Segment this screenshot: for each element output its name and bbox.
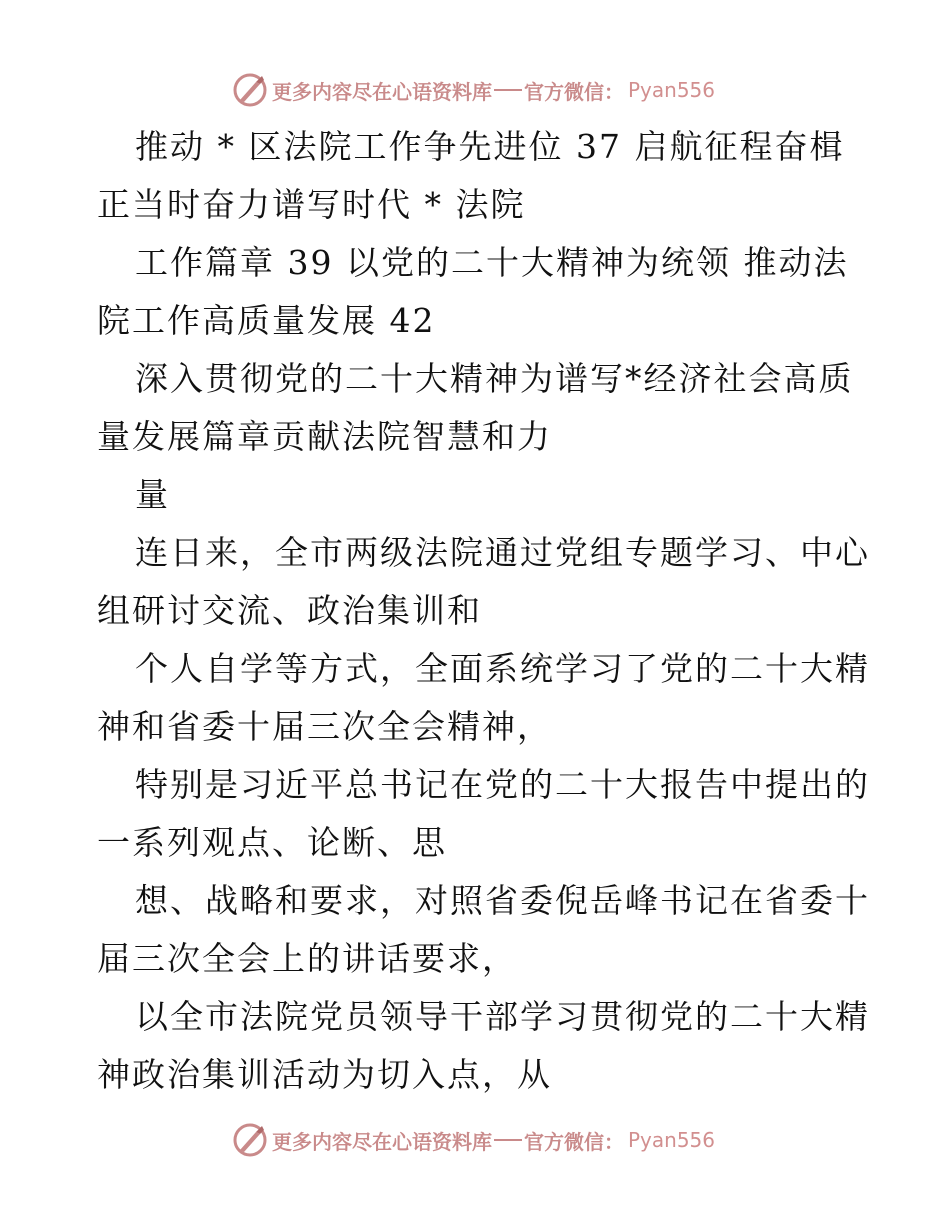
text-line: 想、战略和要求，对照省委倪岳峰书记在省委十 (135, 881, 870, 920)
text-line: 院工作高质量发展 42 (97, 301, 436, 340)
quill-logo-icon (232, 1122, 268, 1158)
text-line: 一系列观点、论断、思 (97, 823, 447, 862)
text-line: 以全市法院党员领导干部学习贯彻党的二十大精 (135, 997, 870, 1036)
watermark-handle: Pyan556 (628, 78, 716, 102)
watermark-dash (494, 1139, 522, 1141)
watermark-handle: Pyan556 (628, 1128, 716, 1152)
watermark-text: 更多内容尽在心语资料库 (272, 79, 492, 104)
text-line: 连日来，全市两级法院通过党组专题学习、中心 (135, 533, 870, 572)
text-line: 量 (135, 475, 170, 514)
watermark-dash (494, 89, 522, 91)
text-line: 特别是习近平总书记在党的二十大报告中提出的 (135, 765, 870, 804)
text-line: 组研讨交流、政治集训和 (97, 591, 482, 630)
text-line: 个人自学等方式，全面系统学习了党的二十大精 (135, 649, 870, 688)
quill-logo-icon (232, 72, 268, 108)
text-line: 工作篇章 39 以党的二十大精神为统领 推动法 (135, 243, 849, 282)
text-line: 量发展篇章贡献法院智慧和力 (97, 417, 552, 456)
watermark-text: 更多内容尽在心语资料库 (272, 1129, 492, 1154)
text-line: 推动 * 区法院工作争先进位 37 启航征程奋楫 (135, 127, 845, 166)
text-line: 届三次全会上的讲话要求， (97, 939, 517, 978)
text-line: 正当时奋力谱写时代 * 法院 (97, 185, 526, 224)
text-line: 神和省委十届三次全会精神， (97, 707, 552, 746)
header-watermark (232, 70, 715, 110)
text-line: 神政治集训活动为切入点，从 (97, 1055, 552, 1094)
text-line: 深入贯彻党的二十大精神为谱写*经济社会高质 (135, 359, 854, 398)
document-body (97, 118, 870, 1104)
watermark-official-label: 官方微信： (524, 1129, 624, 1154)
footer-watermark (232, 1120, 715, 1160)
watermark-official-label: 官方微信： (524, 79, 624, 104)
